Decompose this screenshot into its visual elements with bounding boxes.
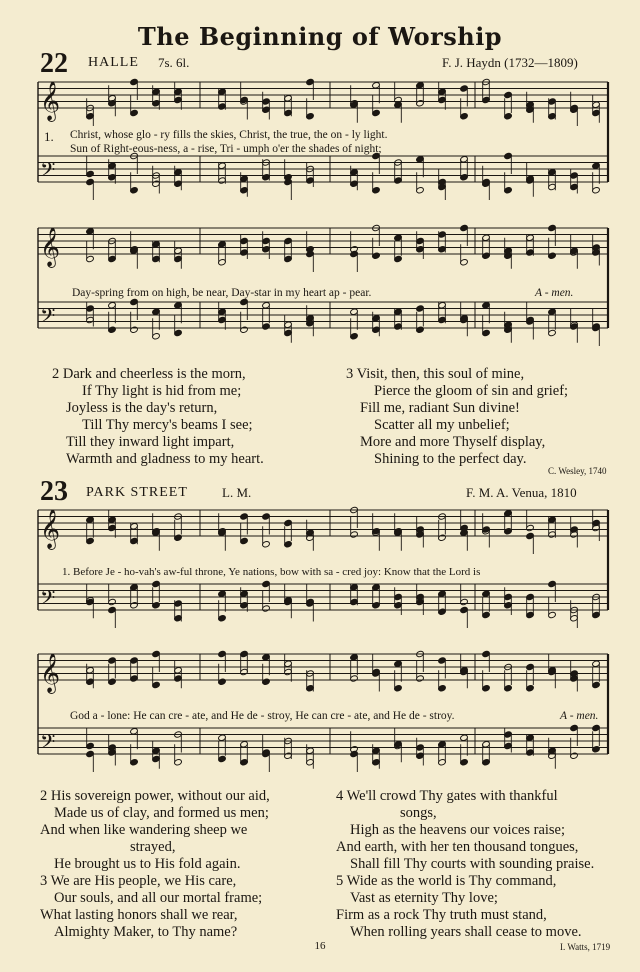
hymn-23-composer: F. M. A. Venua, 1810 bbox=[466, 485, 577, 500]
stanza-line: Joyless is the day's return, bbox=[66, 400, 218, 416]
page-number: 16 bbox=[314, 940, 326, 952]
hymn-22-number: 22 bbox=[40, 48, 68, 79]
stanza-line: songs, bbox=[400, 805, 437, 821]
stanza-line: If Thy light is hid from me; bbox=[82, 383, 242, 399]
hymn-23-stanzas-right bbox=[336, 788, 594, 941]
stanza-line: Shall fill Thy courts with sounding praise. bbox=[350, 856, 595, 872]
stanza-line: Pierce the gloom of sin and grief; bbox=[374, 383, 569, 399]
hymn-23-tune: PARK STREET bbox=[86, 485, 188, 500]
stanza-line: 4 We'll crowd Thy gates with thankful bbox=[336, 788, 558, 804]
hymn-22-amen: A - men. bbox=[535, 287, 574, 299]
svg-text:𝄞: 𝄞 bbox=[40, 509, 61, 549]
stanza-line: Scatter all my unbelief; bbox=[374, 417, 510, 433]
hymn-23-amen: A - men. bbox=[560, 710, 599, 722]
hymn-22-stanza-2 bbox=[52, 366, 264, 468]
stanza-line: He brought us to His fold again. bbox=[54, 856, 241, 872]
stanza-line: Warmth and gladness to my heart. bbox=[66, 451, 264, 467]
stanza-line: Firm as a rock Thy truth must stand, bbox=[336, 907, 547, 923]
svg-text:𝄢: 𝄢 bbox=[40, 158, 56, 186]
stanza-line: And earth, with her ten thousand tongues, bbox=[336, 839, 579, 855]
hymn-22-tune: HALLE bbox=[88, 55, 139, 70]
stanza-line: Vast as eternity Thy love; bbox=[350, 890, 498, 906]
stanza-line: Almighty Maker, to Thy name? bbox=[54, 924, 238, 940]
hymn-22-lyric-line-3: Day-spring from on high, be near, Day-star in my heart ap - pear. bbox=[72, 287, 372, 299]
svg-text:𝄞: 𝄞 bbox=[40, 653, 61, 693]
hymn-22-composer: F. J. Haydn (1732—1809) bbox=[442, 55, 578, 70]
stanza-line: More and more Thyself display, bbox=[360, 434, 546, 450]
hymn-22-stanza-3 bbox=[346, 366, 568, 468]
stanza-line: High as the heavens our voices raise; bbox=[350, 822, 566, 838]
hymn-22-lyric-line-2: Sun of Right-eous-ness, a - rise, Tri - umph o'er the shades of night; bbox=[70, 143, 382, 155]
stanza-line: Fill me, radiant Sun divine! bbox=[360, 400, 520, 416]
hymn-22-meter: 7s. 6l. bbox=[158, 55, 190, 70]
svg-text:𝄢: 𝄢 bbox=[40, 586, 56, 614]
svg-text:𝄢: 𝄢 bbox=[40, 304, 56, 332]
hymn-23-author: I. Watts, 1719 bbox=[560, 942, 611, 952]
svg-text:𝄢: 𝄢 bbox=[40, 730, 56, 758]
hymn-22-author: C. Wesley, 1740 bbox=[548, 466, 607, 476]
hymn-23-lyric-line-1: 1. Before Je - ho-vah's aw-ful throne, Ye nations, bow with sa - cred joy: Know that the Lord is bbox=[62, 566, 481, 578]
stanza-line: And when like wandering sheep we bbox=[40, 822, 248, 838]
stanza-line: Our souls, and all our mortal frame; bbox=[54, 890, 263, 906]
stanza-line: Made us of clay, and formed us men; bbox=[54, 805, 269, 821]
stanza-line: 3 Visit, then, this soul of mine, bbox=[346, 366, 525, 382]
svg-text:𝄞: 𝄞 bbox=[40, 227, 61, 267]
stanza-line: When rolling years shall cease to move. bbox=[350, 924, 582, 940]
stanza-line: Till they inward light impart, bbox=[66, 434, 235, 450]
stanza-line: Till Thy mercy's beams I see; bbox=[82, 417, 253, 433]
stanza-line: strayed, bbox=[130, 839, 176, 855]
hymn-23-meter: L. M. bbox=[222, 485, 252, 500]
section-title: The Beginning of Worship bbox=[137, 22, 503, 51]
stanza-line: 3 We are His people, we His care, bbox=[40, 873, 237, 889]
stanza-line: 2 His sovereign power, without our aid, bbox=[40, 788, 270, 804]
stanza-line: 2 Dark and cheerless is the morn, bbox=[52, 366, 246, 382]
hymn-22-lyric-line-1: Christ, whose glo - ry fills the skies, Christ, the true, the on - ly light. bbox=[70, 129, 388, 141]
hymn-23-lyric-line-2: God a - lone: He can cre - ate, and He de - stroy, He can cre - ate, and He de - stroy. bbox=[70, 710, 455, 722]
hymn-22-verse-number: 1. bbox=[44, 129, 54, 144]
hymn-23-stanzas-left bbox=[40, 788, 270, 941]
stanza-line: Shining to the perfect day. bbox=[374, 451, 527, 467]
stanza-line: 5 Wide as the world is Thy command, bbox=[336, 873, 557, 889]
svg-text:𝄞: 𝄞 bbox=[40, 81, 61, 121]
hymn-23-number: 23 bbox=[40, 476, 68, 507]
stanza-line: What lasting honors shall we rear, bbox=[40, 907, 238, 923]
